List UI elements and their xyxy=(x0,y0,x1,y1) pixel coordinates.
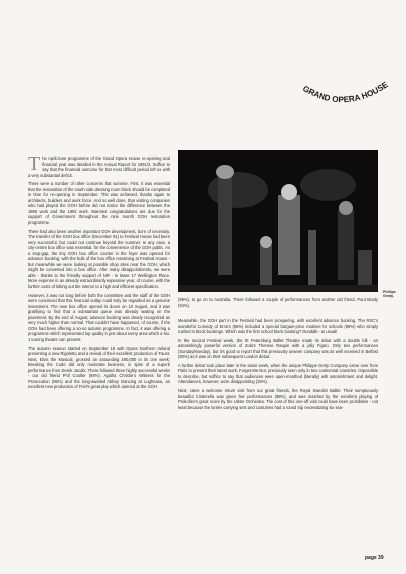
paragraph: Next, came a welcome return visit from our great friends, the Royal Swedish Ballet. Their sumptuously beautiful Cinderella was given five performances (98%), and was matched by the excellent playing of Prokofiev's great score by the Ulster Orchestra. The cost of this one-off visit could have been prohibitive - not least because the lorries carrying sets and costumes had a round trip necessitating six sea- xyxy=(178,388,378,410)
paragraph: However, it was not long before both the committee and the staff of the GOH were convinced that this financial outlay could truly be regarded as a genuine investment. The new box office opened its doors on 10 August, and it was gratifying to find that a substantial queue was already waiting on the pavement. By the end of August, advance booking was clearly recognized as very much higher than normal. That couldn't have happened, of course, if the GOH had been offering a so-so autumn programme. In fact, it was offering a programme which represented top quality in just about every area which a No. 1 touring theatre can present. xyxy=(28,292,170,342)
photo-caption: Phillipe Genty. xyxy=(383,290,396,298)
section-title-arc xyxy=(298,78,398,118)
paragraph: The April/June programme of the Grand Opera House re-opening and financial year was detailed in the Annual Report for 1991/2. Suffice to say that the financial outcome for that most difficult period left us with a very substantial deficit. xyxy=(28,153,170,178)
section-title: GRAND OPERA HOUSE xyxy=(301,80,390,105)
article-right-column-lead: (99%), to go on to Australia. There followed a couple of performances from another old friend, Paul Brady (94%). xyxy=(178,297,378,308)
drop-cap: T xyxy=(28,153,41,175)
article-right-column xyxy=(178,318,378,413)
production-photo xyxy=(178,150,378,292)
svg-text:GRAND OPERA HOUSE xyxy=(301,80,390,104)
paragraph: A further debut took place later in the same week, when the unique Philippe Genty Company came over from Paris to present their latest work, Forget-Me-Not, previously seen only in two continental countries. Impossible to describe, but suffice to say that audiences were open-mouthed (literally) with astonishment and delight. Attendances, however, were disappointing (32%). xyxy=(178,362,378,385)
article-left-column xyxy=(28,153,170,393)
paragraph: There were a number of other concerns that summer. First, it was essential that the restoration of the south side dressing room block should be completed in time for re-opening in September. This was achieved, thanks again to architects, builders and work force. And so well done, that visiting companies who had played the GOH before did not notice the difference between the 1895 work and the 1992 work. Warmest congratulations are due for the support of Government throughout the nine month GOH restoration programme. xyxy=(28,181,170,226)
paragraph: There had also been another important GOH development, born of necessity. The transfer of the GOH box office (December 91) to Festival House had been very successful, but could not continue beyond the summer. In any case, a city-centre box office was essential, for the convenience of the GOH public. As a stop-gap, the tiny GOH box office counter in the foyer was opened for advance booking, with the bulk of the box office remaining at Festival House - but meanwhile we were looking at possible shop sites near the GOH, which might be converted into a box office. After many disappointments, we were able - thanks to the friendly support of NIR - to lease 17 Wellington Place. More expense in an already extraordinarily expensive year, of course, with the further costs of kitting out the interior to a high and efficient specification. xyxy=(28,228,170,290)
paragraph: The autumn season started on September 18 with Opera Northern Ireland presenting a new Rigoletto and a revival of their excellent production of Faust. Next, Elvis the Musical, grossed an astounding £90,000 in its one week; Breaking the Code did only moderate business, in spite of a superb performance from Derek Jacobi. There followed three highly successful weeks - our old friend Phil Coulter (94%), Agatha Christie's Witness for the Prosecution (85%) and the long-awaited Abbey Dancing at Lughnasa, an excellent new production of Friel's great play which opened at the GOH xyxy=(28,345,170,390)
paragraph: In the second Festival week, the St Petersburg Ballet Theatre made its debut with a double bill - an astonishingly powerful version of Zola's Therese Raquin with a jolly Figaro. Only two performances (Sunday/Monday), but it's good to report that this previously unseen company was as well received in Belfast (80%) as it was on their subsequent London debut. xyxy=(178,337,378,360)
page-number: page 39 xyxy=(365,555,384,561)
paragraph: Meanwhile, the GOH part in the Festival had been prospering, with excellent advance booking. The RSC's wonderful Comedy of Errors (96%) included a special bargain-price matinee for schools (98%) who simply rushed in block bookings. Which was the first school block booking? Dundalk - as usual! xyxy=(178,318,378,335)
